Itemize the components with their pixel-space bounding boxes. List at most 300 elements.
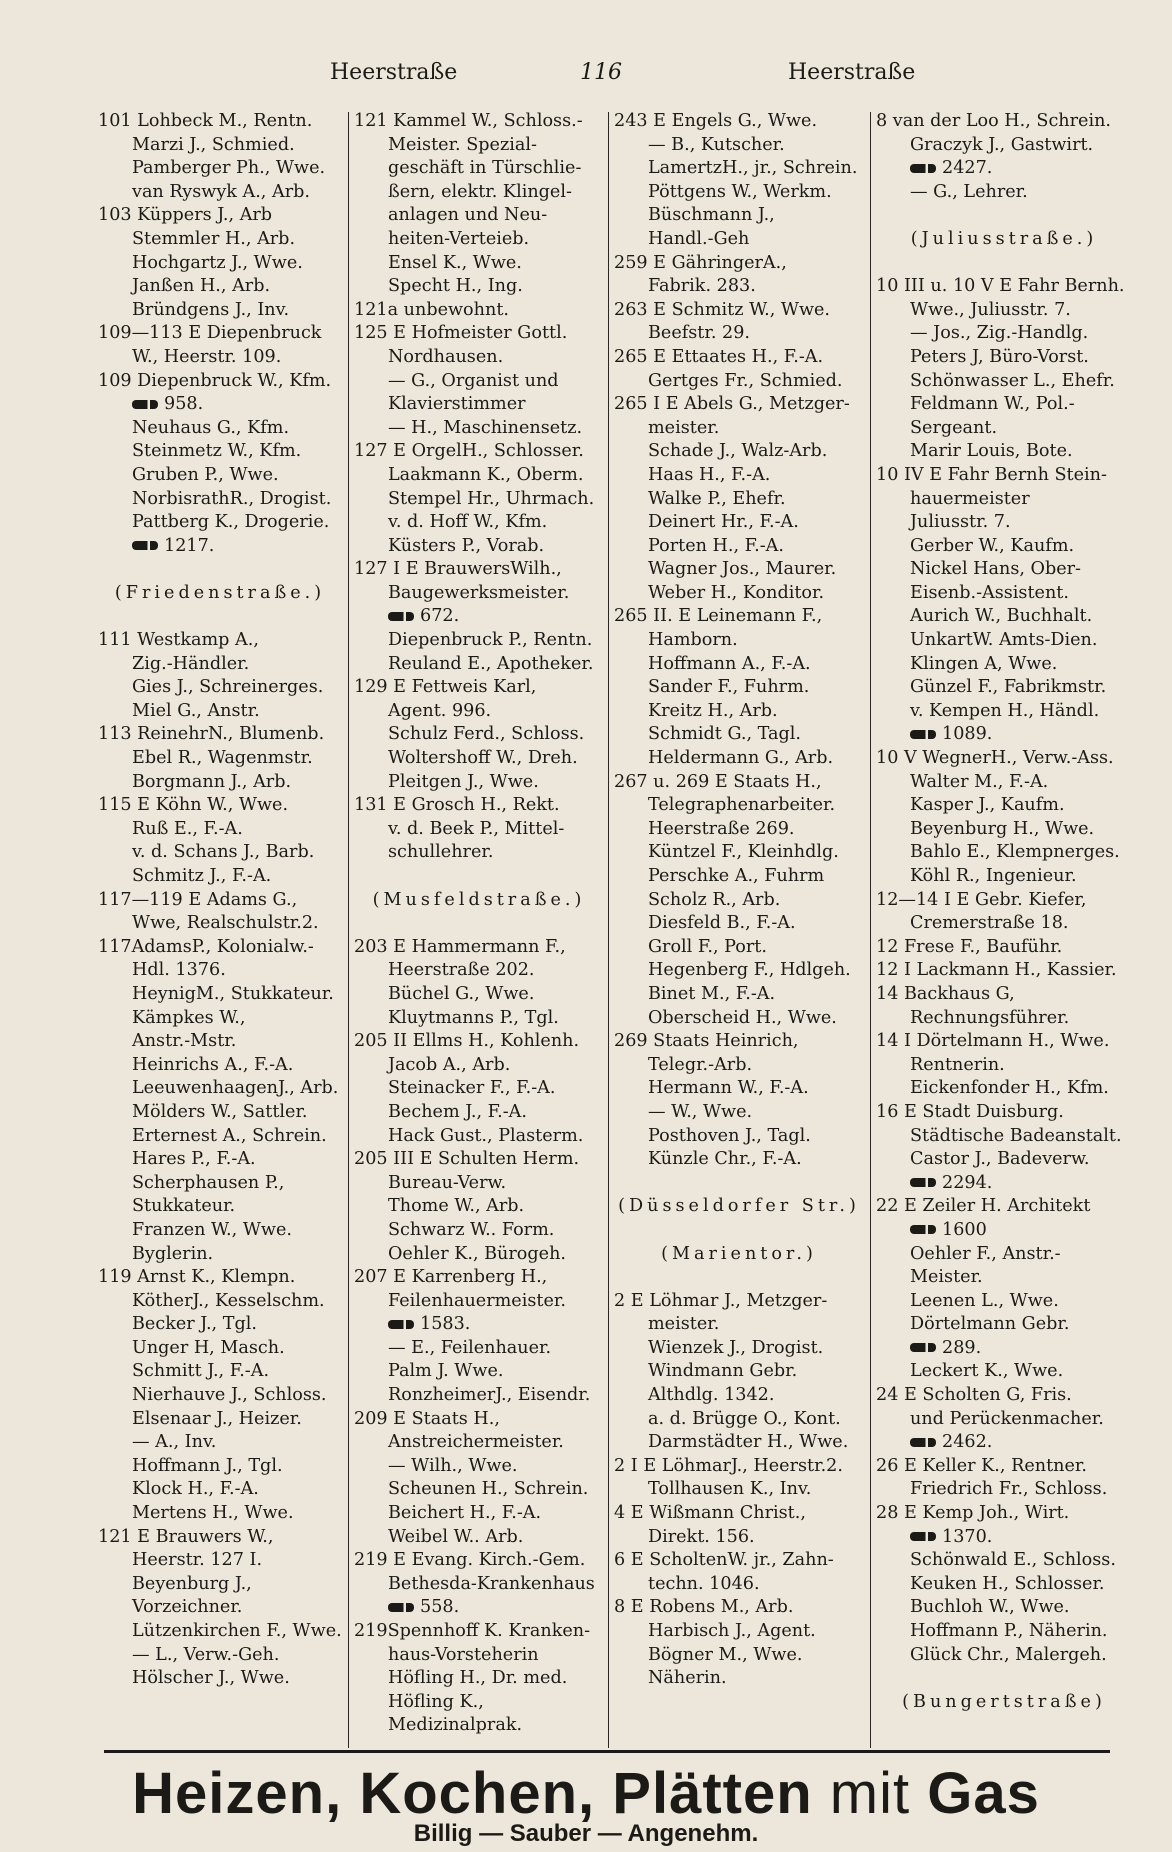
entry-text: 12 I Lackmann H., Kassier. — [876, 960, 1117, 981]
directory-entry — [876, 889, 1132, 913]
entry-text: Aurich W., Buchhalt. — [910, 606, 1093, 627]
entry-text: 109 Diepenbruck W., Kfm. — [98, 370, 332, 391]
entry-text: 203 E Hammermann F., — [354, 936, 566, 957]
directory-entry — [354, 1478, 604, 1502]
directory-entry — [876, 299, 1132, 323]
entry-text: Kasper J., Kaufm. — [910, 795, 1065, 816]
entry-text: v. d. Beek P., Mittel- — [388, 818, 565, 839]
directory-entry — [98, 1573, 342, 1597]
entry-text: RonzheimerJ., Eisendr. — [388, 1385, 591, 1406]
entry-text: Friedrich Fr., Schloss. — [910, 1479, 1108, 1500]
entry-text: Stemmler H., Arb. — [132, 228, 296, 249]
directory-entry — [876, 794, 1132, 818]
directory-entry — [98, 700, 342, 724]
directory-entry — [98, 1408, 342, 1432]
entry-text: 10 V WegnerH., Verw.-Ass. — [876, 748, 1114, 769]
directory-entry — [98, 275, 342, 299]
directory-entry — [354, 676, 604, 700]
telephone-icon — [388, 612, 414, 621]
entry-text: Deinert Hr., F.-A. — [648, 512, 799, 533]
directory-entry — [98, 1667, 342, 1691]
entry-text: geschäft in Türschlie- — [388, 158, 582, 179]
telephone-icon — [910, 730, 936, 739]
entry-text: Baugewerksmeister. — [388, 582, 570, 603]
entry-text: Ruß E., F.-A. — [132, 818, 243, 839]
directory-entry — [354, 228, 604, 252]
directory-entry — [614, 1290, 864, 1314]
directory-entry — [876, 1620, 1132, 1644]
entry-text: Hack Gust., Plasterm. — [388, 1125, 584, 1146]
entry-text: Diepenbruck P., Rentn. — [388, 630, 593, 651]
directory-entry — [876, 370, 1132, 394]
entry-text: — E., Feilenhauer. — [388, 1337, 552, 1358]
directory-entry — [98, 1125, 342, 1149]
entry-text: Groll F., Port. — [648, 936, 767, 957]
entry-text: Darmstädter H., Wwe. — [648, 1432, 849, 1453]
directory-entry — [876, 1219, 1132, 1243]
entry-text: a. d. Brügge O., Kont. — [648, 1408, 841, 1429]
telephone-icon — [388, 1603, 414, 1612]
street-section-heading — [876, 1691, 1132, 1715]
directory-entry — [98, 134, 342, 158]
entry-text: Specht H., Ing. — [388, 276, 523, 297]
entry-text: 219Spennhoff K. Kranken- — [354, 1621, 591, 1641]
street-section-heading — [614, 1195, 864, 1219]
entry-text: Hölscher J., Wwe. — [132, 1668, 290, 1689]
telephone-icon — [910, 1438, 936, 1447]
entry-text: 263 E Schmitz W., Wwe. — [614, 299, 831, 320]
directory-entry — [354, 1360, 604, 1384]
entry-text: Fabrik. 283. — [648, 276, 756, 297]
directory-entry — [876, 1266, 1132, 1290]
directory-entry — [876, 1337, 1132, 1361]
entry-text: Scholz R., Arb. — [648, 889, 781, 910]
directory-entry — [876, 417, 1132, 441]
entry-text: 8 van der Loo H., Schrein. — [876, 111, 1112, 131]
entry-text: Thome W., Arb. — [388, 1196, 525, 1217]
directory-entry — [614, 653, 864, 677]
entry-text: 129 E Fettweis Karl, — [354, 677, 537, 698]
directory-entry — [876, 1054, 1132, 1078]
directory-entry — [614, 1125, 864, 1149]
advert-word: Plätten — [612, 1761, 813, 1826]
directory-entry — [98, 322, 342, 346]
entry-text: Diesfeld B., F.-A. — [648, 913, 796, 934]
directory-entry — [876, 983, 1132, 1007]
directory-entry — [614, 1573, 864, 1597]
entry-text: Kämpkes W., — [132, 1007, 246, 1028]
entry-text: — B., Kutscher. — [648, 134, 785, 155]
directory-entry — [614, 204, 864, 228]
telephone-icon — [132, 400, 158, 409]
entry-text: (Musfeldstraße.) — [372, 889, 586, 910]
directory-entry — [876, 676, 1132, 700]
entry-text: — H., Maschinensetz. — [388, 417, 583, 438]
directory-entry — [98, 723, 342, 747]
entry-text: Beefstr. 29. — [648, 323, 751, 344]
entry-text: Perschke A., Fuhrm — [648, 866, 825, 886]
directory-entry — [98, 771, 342, 795]
entry-text: Beyenburg H., Wwe. — [910, 818, 1095, 839]
entry-text: — W., Wwe. — [648, 1101, 753, 1122]
entry-text: Oehler K., Bürogeh. — [388, 1243, 566, 1264]
directory-entry — [614, 983, 864, 1007]
entry-text: Telegraphenarbeiter. — [648, 795, 836, 816]
entry-text: Neuhaus G., Kfm. — [132, 417, 290, 438]
directory-entry — [98, 110, 342, 134]
directory-entry — [876, 818, 1132, 842]
entry-text: 113 ReinehrN., Blumenb. — [98, 724, 325, 745]
directory-entry — [614, 1408, 864, 1432]
directory-entry — [354, 511, 604, 535]
entry-text: 127 E OrgelH., Schlosser. — [354, 441, 584, 462]
directory-entry — [614, 1644, 864, 1668]
entry-text: Hamborn. — [648, 630, 738, 651]
entry-text: Hochgartz J., Wwe. — [132, 252, 303, 273]
directory-entry — [354, 1384, 604, 1408]
directory-entry — [354, 1714, 604, 1738]
entry-text: Buchloh W., Wwe. — [910, 1597, 1070, 1618]
directory-entry — [98, 1360, 342, 1384]
entry-text: Beichert H., F.-A. — [388, 1503, 542, 1524]
directory-entry — [876, 346, 1132, 370]
directory-entry — [614, 464, 864, 488]
entry-text: Hoffmann J., Tgl. — [132, 1455, 283, 1476]
directory-entry — [614, 346, 864, 370]
directory-entry — [354, 1172, 604, 1196]
directory-entry — [354, 841, 604, 865]
directory-entry — [98, 1313, 342, 1337]
directory-entry — [614, 1620, 864, 1644]
directory-entry — [876, 1596, 1132, 1620]
directory-entry — [98, 1101, 342, 1125]
spacer — [354, 865, 604, 889]
entry-text: 269 Staats Heinrich, — [614, 1031, 799, 1052]
entry-text: Agent. 996. — [388, 700, 492, 721]
entry-text: 28 E Kemp Joh., Wirt. — [876, 1503, 1070, 1524]
entry-text: Weber H., Konditor. — [648, 582, 825, 603]
entry-text: 209 E Staats H., — [354, 1408, 500, 1429]
entry-text: Heerstr. 127 I. — [132, 1550, 263, 1571]
directory-entry — [354, 346, 604, 370]
directory-entry — [354, 1408, 604, 1432]
entry-text: UnkartW. Amts-Dien. — [910, 630, 1098, 651]
entry-text: Pöttgens W., Werkm. — [648, 181, 832, 202]
directory-entry — [614, 1101, 864, 1125]
directory-entry — [614, 511, 864, 535]
directory-entry — [354, 794, 604, 818]
entry-text: Bethesda-Krankenhaus — [388, 1573, 595, 1594]
entry-text: Eisenb.-Assistent. — [910, 582, 1069, 603]
entry-text: Schwarz W.. Form. — [388, 1219, 555, 1240]
entry-text: Peters J, Büro-Vorst. — [910, 346, 1089, 367]
entry-text: 121a unbewohnt. — [354, 299, 509, 320]
running-header-left: Heerstraße — [330, 60, 458, 85]
entry-text: v. d. Hoff W., Kfm. — [388, 512, 548, 533]
entry-text: Hoffmann P., Näherin. — [910, 1621, 1108, 1641]
directory-entry — [98, 1219, 342, 1243]
entry-text: Küsters P., Vorab. — [388, 535, 545, 556]
directory-entry — [354, 629, 604, 653]
entry-text: Unger H, Masch. — [132, 1337, 285, 1358]
entry-text: — Jos., Zig.-Handlg. — [910, 323, 1089, 344]
entry-text: 205 II Ellms H., Kohlenh. — [354, 1031, 580, 1052]
entry-text: Sander F., Fuhrm. — [648, 677, 810, 698]
directory-entry — [614, 723, 864, 747]
advert-slogan: Billig — Sauber — Angenehm. — [413, 1820, 759, 1847]
directory-entry — [98, 464, 342, 488]
directory-entry — [98, 818, 342, 842]
directory-entry — [876, 464, 1132, 488]
entry-text: 26 E Keller K., Rentner. — [876, 1455, 1087, 1476]
telephone-icon — [388, 1320, 414, 1329]
entry-text: Rechnungsführer. — [910, 1007, 1070, 1028]
entry-text: Gruben P., Wwe. — [132, 464, 279, 485]
directory-entry — [354, 417, 604, 441]
directory-entry — [98, 1526, 342, 1550]
directory-entry — [614, 1337, 864, 1361]
entry-text: 2294. — [942, 1172, 993, 1193]
entry-text: — Wilh., Wwe. — [388, 1455, 518, 1476]
telephone-icon — [910, 164, 936, 173]
directory-entry — [614, 181, 864, 205]
directory-entry — [876, 1077, 1132, 1101]
directory-entry — [354, 1667, 604, 1691]
directory-entry — [876, 1101, 1132, 1125]
entry-text: Laakmann K., Oberm. — [388, 464, 584, 485]
directory-entry — [98, 157, 342, 181]
entry-text: 109—113 E Diepenbruck — [98, 323, 322, 344]
entry-text: Schulz Ferd., Schloss. — [388, 724, 585, 745]
entry-text: Handl.-Geh — [648, 228, 750, 249]
entry-text: 121 E Brauwers W., — [98, 1526, 274, 1547]
directory-entry — [98, 889, 342, 913]
entry-text: Direkt. 156. — [648, 1526, 755, 1547]
directory-entry — [876, 1030, 1132, 1054]
entry-text: 16 E Stadt Duisburg. — [876, 1101, 1064, 1122]
entry-text: Wienzek J., Drogist. — [648, 1337, 824, 1358]
directory-entry — [614, 488, 864, 512]
entry-text: 8 E Robens M., Arb. — [614, 1597, 794, 1618]
directory-entry — [614, 535, 864, 559]
entry-text: v. d. Schans J., Barb. — [132, 842, 315, 863]
entry-text: 12—14 I E Gebr. Kiefer, — [876, 889, 1087, 910]
telephone-icon — [910, 1343, 936, 1352]
entry-text: 265 II. E Leinemann F., — [614, 606, 823, 627]
directory-entry — [614, 1455, 864, 1479]
directory-entry — [98, 1502, 342, 1526]
directory-entry — [876, 605, 1132, 629]
entry-text: 558. — [420, 1597, 460, 1618]
directory-entry — [876, 1644, 1132, 1668]
entry-text: Büschmann J., — [648, 205, 775, 226]
entry-text: Stukkateur. — [132, 1196, 236, 1217]
directory-entry — [98, 1148, 342, 1172]
directory-entry — [354, 535, 604, 559]
entry-text: 1370. — [942, 1526, 993, 1547]
directory-entry — [98, 1290, 342, 1314]
directory-entry — [614, 582, 864, 606]
street-section-heading — [614, 1243, 864, 1267]
directory-entry — [614, 1054, 864, 1078]
directory-column-1 — [98, 110, 342, 1750]
directory-entry — [354, 488, 604, 512]
directory-entry — [98, 653, 342, 677]
directory-entry — [98, 747, 342, 771]
entry-text: Scheunen H., Schrein. — [388, 1479, 589, 1500]
directory-entry — [98, 1596, 342, 1620]
directory-entry — [876, 157, 1132, 181]
entry-text: NorbisrathR., Drogist. — [132, 488, 332, 509]
directory-entry — [876, 535, 1132, 559]
directory-entry — [876, 865, 1132, 889]
entry-text: Wwe, Realschulstr.2. — [132, 913, 319, 934]
directory-entry — [98, 794, 342, 818]
entry-text: Oberscheid H., Wwe. — [648, 1007, 837, 1028]
entry-text: 259 E GähringerA., — [614, 252, 787, 273]
entry-text: 125 E Hofmeister Gottl. — [354, 323, 568, 344]
entry-text: Pleitgen J., Wwe. — [388, 771, 539, 792]
directory-entry — [614, 157, 864, 181]
entry-text: LeeuwenhaagenJ., Arb. — [132, 1078, 339, 1099]
entry-text: 103 Küppers J., Arb — [98, 205, 273, 226]
entry-text: Tollhausen K., Inv. — [648, 1479, 812, 1500]
entry-text: Klingen A, Wwe. — [910, 653, 1058, 674]
directory-entry — [614, 440, 864, 464]
directory-entry — [354, 181, 604, 205]
entry-text: Posthoven J., Tagl. — [648, 1125, 811, 1146]
entry-text: Marir Louis, Bote. — [910, 441, 1073, 462]
entry-text: Althdlg. 1342. — [648, 1385, 775, 1406]
directory-entry — [98, 936, 342, 960]
directory-entry — [876, 134, 1132, 158]
entry-text: Bründgens J., Inv. — [132, 299, 290, 320]
entry-text: — L., Verw.-Geh. — [132, 1644, 280, 1665]
directory-entry — [876, 582, 1132, 606]
gas-advertisement — [0, 1760, 1172, 1827]
directory-entry — [876, 558, 1132, 582]
directory-entry — [98, 1620, 342, 1644]
directory-entry — [876, 1431, 1132, 1455]
entry-text: techn. 1046. — [648, 1573, 760, 1594]
entry-text: LamertzH., jr., Schrein. — [648, 158, 858, 179]
entry-text: Wwe., Juliusstr. 7. — [910, 299, 1071, 320]
entry-text: Beyenburg J., — [132, 1573, 252, 1594]
directory-entry — [98, 1007, 342, 1031]
directory-entry — [876, 771, 1132, 795]
entry-text: Kluytmanns P., Tgl. — [388, 1007, 559, 1028]
entry-text: Anstreichermeister. — [388, 1432, 564, 1453]
directory-entry — [98, 1549, 342, 1573]
directory-entry — [354, 1030, 604, 1054]
advert-word: Gas — [927, 1761, 1040, 1826]
directory-entry — [876, 936, 1132, 960]
entry-text: Pattberg K., Drogerie. — [132, 512, 330, 533]
entry-text: Steinacker F., F.-A. — [388, 1078, 556, 1099]
entry-text: Vorzeichner. — [132, 1597, 243, 1618]
directory-entry — [98, 841, 342, 865]
entry-text: Cremerstraße 18. — [910, 913, 1069, 934]
street-section-heading — [876, 228, 1132, 252]
entry-text: Palm J. Wwe. — [388, 1361, 504, 1382]
directory-entry — [354, 605, 604, 629]
entry-text: Binet M., F.-A. — [648, 983, 776, 1004]
entry-text: Rentnerin. — [910, 1054, 1005, 1075]
directory-entry — [354, 1101, 604, 1125]
entry-text: Scherphausen P., — [132, 1172, 285, 1193]
entry-text: Heldermann G., Arb. — [648, 748, 834, 769]
directory-entry — [614, 1502, 864, 1526]
advert-word: Heizen, — [132, 1761, 343, 1826]
entry-text: Kreitz H., Arb. — [648, 700, 778, 721]
directory-entry — [98, 417, 342, 441]
directory-entry — [354, 1195, 604, 1219]
directory-entry — [614, 959, 864, 983]
entry-text: Ensel K., Wwe. — [388, 252, 522, 273]
entry-text: 10 III u. 10 V E Fahr Bernh. — [876, 276, 1125, 297]
entry-text: Zig.-Händler. — [132, 653, 250, 674]
entry-text: Mertens H., Wwe. — [132, 1503, 294, 1524]
entry-text: hauermeister — [910, 488, 1030, 509]
entry-text: 2 I E LöhmarJ., Heerstr.2. — [614, 1455, 843, 1476]
entry-text: Bechem J., F.-A. — [388, 1101, 527, 1122]
directory-entry — [354, 1691, 604, 1715]
directory-entry — [614, 1148, 864, 1172]
entry-text: 219 E Evang. Kirch.-Gem. — [354, 1550, 586, 1571]
entry-text: Walke P., Ehefr. — [648, 488, 786, 509]
directory-column-2 — [354, 110, 604, 1750]
directory-entry — [876, 700, 1132, 724]
entry-text: Meister. — [910, 1267, 983, 1288]
directory-entry — [876, 1502, 1132, 1526]
directory-entry — [98, 440, 342, 464]
directory-entry — [614, 1360, 864, 1384]
directory-entry — [354, 393, 604, 417]
directory-entry — [354, 1125, 604, 1149]
directory-entry — [354, 983, 604, 1007]
directory-entry — [354, 1243, 604, 1267]
directory-entry — [354, 1219, 604, 1243]
entry-text: Heerstraße 269. — [648, 818, 795, 839]
directory-entry — [876, 440, 1132, 464]
entry-text: Medizinalprak. — [388, 1715, 523, 1736]
directory-entry — [354, 299, 604, 323]
directory-entry — [614, 1007, 864, 1031]
column-divider — [348, 112, 349, 1748]
directory-entry — [98, 511, 342, 535]
directory-entry — [98, 393, 342, 417]
directory-entry — [98, 1195, 342, 1219]
directory-entry — [876, 912, 1132, 936]
directory-entry — [614, 417, 864, 441]
entry-text: Franzen W., Wwe. — [132, 1219, 292, 1240]
entry-text: 958. — [164, 394, 204, 415]
entry-text: Leckert K., Wwe. — [910, 1361, 1064, 1382]
directory-entry — [614, 889, 864, 913]
entry-text: Graczyk J., Gastwirt. — [910, 134, 1094, 155]
entry-text: Dörtelmann Gebr. — [910, 1314, 1070, 1335]
directory-entry — [98, 252, 342, 276]
entry-text: Castor J., Badeverw. — [910, 1149, 1090, 1170]
directory-entry — [614, 134, 864, 158]
entry-text: van Ryswyk A., Arb. — [132, 181, 310, 202]
directory-entry — [354, 1337, 604, 1361]
directory-entry — [98, 1266, 342, 1290]
directory-entry — [876, 653, 1132, 677]
directory-entry — [98, 676, 342, 700]
entry-text: 117—119 E Adams G., — [98, 889, 298, 910]
directory-entry — [876, 1195, 1132, 1219]
